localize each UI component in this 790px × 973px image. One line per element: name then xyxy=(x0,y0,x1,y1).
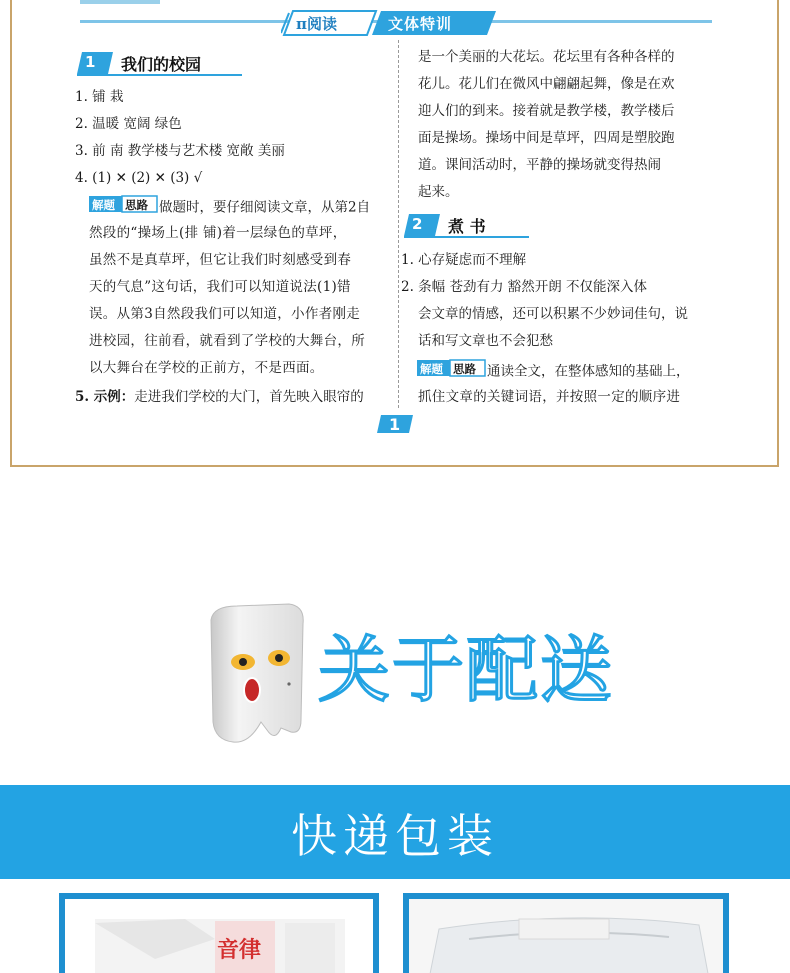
hint-label-2: 思路 xyxy=(453,362,476,376)
s2-answer-2: 2. 条幅 苍劲有力 豁然开朗 不仅能深入体 xyxy=(401,279,648,295)
section-2-number: 2 xyxy=(412,215,423,233)
hint-label-2: 思路 xyxy=(125,198,148,212)
section-1-underline xyxy=(77,74,242,76)
column-divider xyxy=(398,40,399,408)
s1-hint-first-text: 做题时，要仔细阅读文章，从第2自 xyxy=(159,199,371,216)
s1-hint-first-line xyxy=(89,196,370,220)
right-continued-line: 是一个美丽的大花坛。花坛里有各种各样的 xyxy=(418,49,675,65)
wrapped-package-image xyxy=(65,899,373,973)
section-2-heading xyxy=(404,212,534,238)
page-number-badge xyxy=(373,413,417,435)
packaging-banner-title: 快递包装 xyxy=(291,809,499,863)
s1-hint-line: 虽然不是真草坪，但它让我们时刻感受到春 xyxy=(89,252,352,268)
s2-hint-first-line xyxy=(417,360,690,384)
s2-answer-1: 1. 心存疑虑而不理解 xyxy=(401,252,527,268)
package-photo-left-image xyxy=(65,899,373,973)
s2-answer-2-cont: 会文章的情感，还可以积累不少妙词佳句，说 xyxy=(418,306,688,322)
right-continued-line: 道。课间活动时，平静的操场就变得热闹 xyxy=(418,157,661,173)
solution-hint-badge xyxy=(417,359,487,383)
s2-hint-line: 抓住文章的关键词语，并按照一定的顺序进 xyxy=(418,389,681,405)
s1-hint-line: 然段的“操场上(排 铺)着一层绿色的草坪， xyxy=(89,225,347,241)
s1-answer-5-prefix: 5. 示例： xyxy=(75,389,135,405)
section-1-heading xyxy=(77,50,247,76)
s2-answer-2-cont: 话和写文章也不会犯愁 xyxy=(418,333,553,349)
hint-badge-shape xyxy=(417,359,487,377)
package-photo-right xyxy=(403,893,729,973)
hint-badge-shape xyxy=(89,195,159,213)
package-photo-right-image xyxy=(409,899,723,973)
solution-hint-badge xyxy=(89,195,159,219)
right-continued-line: 花儿。花儿们在微风中翩翩起舞，像是在欢 xyxy=(418,76,675,92)
right-continued-line: 起来。 xyxy=(418,184,459,200)
section-1-number: 1 xyxy=(85,53,96,71)
section-2-underline xyxy=(404,236,529,238)
s1-answer-1: 1. 铺 栽 xyxy=(75,89,124,105)
package-brand-text: 音律 xyxy=(217,938,262,963)
s1-hint-line: 误。从第3自然段我们可以知道，小作者刚走 xyxy=(89,306,361,322)
delivery-title xyxy=(316,625,626,715)
s1-hint-line: 以大舞台在学校的正前方，不是西面。 xyxy=(89,360,324,376)
s1-answer-4: 4. (1) ✕ (2) ✕ (3) √ xyxy=(75,170,203,186)
right-continued-line: 面是操场。操场中间是草坪，四周是塑胶跑 xyxy=(418,130,675,146)
package-photo-left xyxy=(59,893,379,973)
header-title: 文体特训 xyxy=(388,15,453,33)
section-1-title: 我们的校园 xyxy=(121,55,202,74)
header-pi-label: π阅读 xyxy=(296,15,337,33)
top-accent-bar xyxy=(80,0,160,4)
s1-answer-2: 2. 温暖 宽阔 绿色 xyxy=(75,116,182,132)
s1-answer-5-text: 走进我们学校的大门，首先映入眼帘的 xyxy=(134,389,364,405)
s1-answer-5 xyxy=(75,387,364,407)
s1-answer-3: 3. 前 南 教学楼与艺术楼 宽敞 美丽 xyxy=(75,143,285,159)
page-number: 1 xyxy=(389,415,401,434)
bubble-bag-image xyxy=(409,899,723,973)
s1-hint-line: 天的气息”这句话，我们可以知道说法(1)错 xyxy=(89,279,351,295)
s1-hint-line: 进校园，往前看，就看到了学校的大舞台，所 xyxy=(89,333,365,349)
delivery-title-text: 关于配送 xyxy=(318,628,615,712)
hint-label-1: 解题 xyxy=(420,362,443,376)
section-2-title: 煮 书 xyxy=(448,217,486,236)
s2-hint-first-text: 通读全文，在整体感知的基础上， xyxy=(487,363,690,380)
hint-label-1: 解题 xyxy=(92,198,115,212)
tooth-mascot-icon xyxy=(197,602,309,748)
right-continued-line: 迎人们的到来。接着就是教学楼，教学楼后 xyxy=(418,103,675,119)
